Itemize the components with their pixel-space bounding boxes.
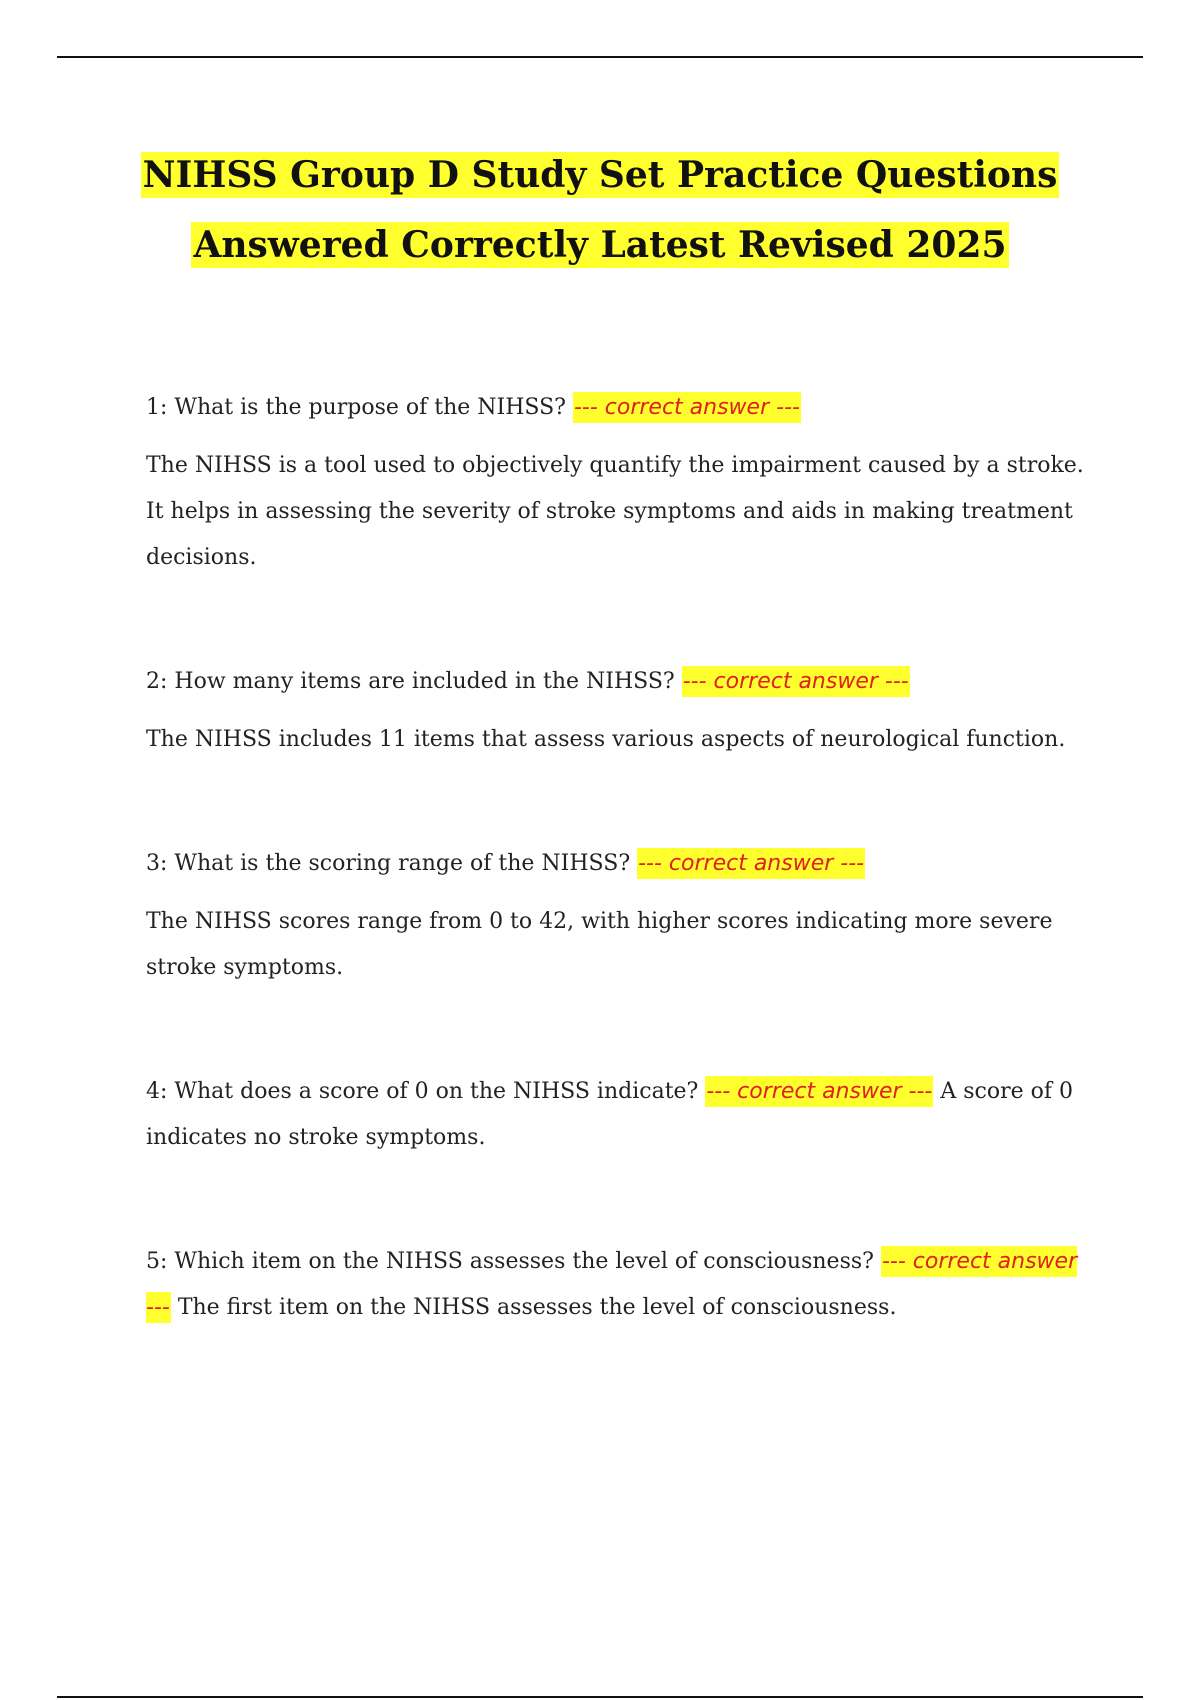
correct-answer-tag: --- correct answer --- [682,666,910,697]
title-line-1: NIHSS Group D Study Set Practice Questions [142,154,1058,196]
qa-item-2 [146,659,1086,763]
question-text [146,385,1086,431]
question-text [146,1069,1086,1161]
qa-item-5 [146,1239,1086,1331]
correct-answer-tag: --- correct answer --- [637,848,865,879]
question-label: 4: What does a score of 0 on the NIHSS indicate? [146,1079,699,1104]
correct-answer-tag: --- correct answer --- [573,392,801,423]
top-rule [57,56,1143,58]
answer-text: The first item on the NIHSS assesses the level of consciousness. [177,1295,897,1320]
qa-item-4 [146,1069,1086,1161]
question-text [146,841,1086,887]
qa-item-1 [146,385,1086,581]
qa-list [146,385,1086,1331]
question-label: 2: How many items are included in the NIHSS? [146,669,675,694]
answer-text: The NIHSS scores range from 0 to 42, with higher scores indicating more severe stroke symptoms. [146,909,1053,980]
bottom-rule [57,1696,1143,1698]
answer-text: A score of 0 indicates no stroke symptoms. [146,1079,1073,1150]
question-text [146,1239,1086,1331]
qa-item-3 [146,841,1086,991]
answer-text: The NIHSS is a tool used to objectively quantify the impairment caused by a stroke. It helps in assessing the severity of stroke symptoms and aids in making treatment decisions. [146,453,1084,570]
title-line-2: Answered Correctly Latest Revised 2025 [193,224,1007,266]
question-label: 1: What is the purpose of the NIHSS? [146,395,566,420]
document-title [0,140,1200,280]
question-text [146,659,1086,705]
question-label: 3: What is the scoring range of the NIHSS? [146,851,631,876]
question-label: 5: Which item on the NIHSS assesses the level of consciousness? [146,1249,874,1274]
correct-answer-tag: --- correct answer --- [705,1076,933,1107]
answer-text: The NIHSS includes 11 items that assess various aspects of neurological function. [146,727,1066,752]
correct-answer-tag: --- correct answer --- [146,1246,1077,1323]
